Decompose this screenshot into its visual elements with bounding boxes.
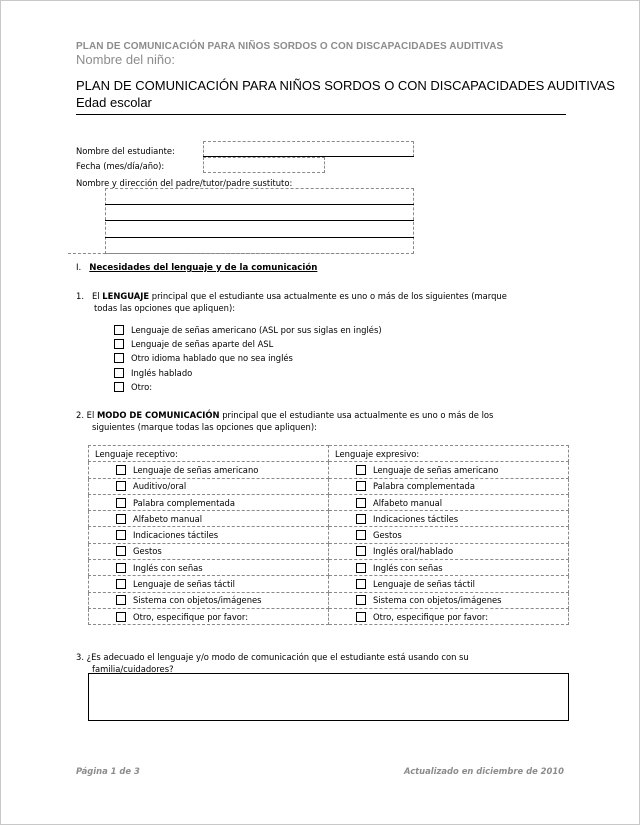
checkbox-icon[interactable] <box>116 530 126 540</box>
receptive-option-label: Inglés con señas <box>133 562 203 573</box>
checkbox-icon[interactable] <box>356 498 366 508</box>
question-2-number: 2. <box>76 410 84 420</box>
receptive-option-label: Sistema con objetos/imágenes <box>133 595 262 606</box>
checkbox-icon[interactable] <box>116 546 126 556</box>
table-row <box>89 543 569 559</box>
q1-option-other-sign[interactable] <box>114 339 273 349</box>
receptive-option-cell[interactable] <box>89 511 329 527</box>
checkbox-icon[interactable] <box>356 595 366 605</box>
section-separator <box>68 253 414 254</box>
receptive-option-cell[interactable] <box>89 560 329 576</box>
checkbox-icon[interactable] <box>356 579 366 589</box>
checkbox-icon[interactable] <box>114 382 124 392</box>
expressive-option-label: Otro, especifique por favor: <box>373 611 489 622</box>
receptive-option[interactable] <box>89 514 328 524</box>
expressive-option-cell[interactable] <box>329 543 569 559</box>
question-2-pre: El <box>86 410 97 420</box>
receptive-option-cell[interactable] <box>89 576 329 592</box>
receptive-option[interactable] <box>89 612 328 622</box>
document-subtitle: Edad escolar <box>76 95 152 110</box>
checkbox-icon[interactable] <box>356 563 366 573</box>
checkbox-icon[interactable] <box>356 546 366 556</box>
expressive-option[interactable] <box>329 612 568 622</box>
receptive-option-label: Alfabeto manual <box>133 513 203 524</box>
section-1-title: Necesidades del lenguaje y de la comunicación <box>89 263 318 273</box>
student-name-field[interactable] <box>203 141 414 157</box>
receptive-option-label: Lenguaje de señas americano <box>133 464 259 475</box>
expressive-option[interactable] <box>329 514 568 524</box>
table-row <box>89 560 569 576</box>
receptive-option[interactable] <box>89 530 328 540</box>
checkbox-icon[interactable] <box>114 339 124 349</box>
checkbox-icon[interactable] <box>114 368 124 378</box>
expressive-option[interactable] <box>329 465 568 475</box>
expressive-option[interactable] <box>329 595 568 605</box>
checkbox-icon[interactable] <box>116 595 126 605</box>
communication-mode-table <box>88 445 569 625</box>
table-row <box>89 592 569 608</box>
receptive-option-cell[interactable] <box>89 478 329 494</box>
checkbox-icon[interactable] <box>356 481 366 491</box>
question-1-pre: El <box>92 291 103 301</box>
date-label: Fecha (mes/día/año): <box>76 161 165 171</box>
table-row <box>89 462 569 478</box>
question-1 <box>76 290 576 314</box>
expressive-option-label: Inglés con señas <box>373 562 443 573</box>
receptive-option-label: Lenguaje de señas táctil <box>133 579 235 590</box>
question-3-number: 3. <box>76 652 84 662</box>
question-3-answer-field[interactable] <box>88 673 569 721</box>
table-header-row <box>89 446 569 462</box>
receptive-option-cell[interactable] <box>89 608 329 624</box>
checkbox-icon[interactable] <box>116 498 126 508</box>
question-1-text-line-2: todas las opciones que apliquen): <box>94 303 236 313</box>
expressive-option-cell[interactable] <box>329 494 569 510</box>
expressive-option[interactable] <box>329 579 568 589</box>
checkbox-icon[interactable] <box>116 465 126 475</box>
expressive-option-label: Gestos <box>373 530 402 541</box>
question-1-text: principal que el estudiante usa actualmente es uno o más de los siguientes (marque <box>149 291 507 301</box>
student-name-label: Nombre del estudiante: <box>76 146 175 156</box>
receptive-option[interactable] <box>89 579 328 589</box>
parent-label: Nombre y dirección del padre/tutor/padre sustituto: <box>76 178 293 188</box>
section-1-heading <box>76 263 317 273</box>
receptive-option-label: Palabra complementada <box>133 497 235 508</box>
q1-option-label: Otro idioma hablado que no sea inglés <box>131 353 293 363</box>
receptive-option[interactable] <box>89 546 328 556</box>
checkbox-icon[interactable] <box>356 514 366 524</box>
question-2 <box>76 409 576 433</box>
checkbox-icon[interactable] <box>116 612 126 622</box>
question-2-text-line-2: siguientes (marque todas las opciones que apliquen): <box>92 422 317 432</box>
table-row <box>89 576 569 592</box>
expressive-option-cell[interactable] <box>329 608 569 624</box>
question-1-number: 1. <box>76 291 84 301</box>
table-row <box>89 511 569 527</box>
expressive-option-label: Indicaciones táctiles <box>373 513 459 524</box>
expressive-option-cell[interactable] <box>329 576 569 592</box>
receptive-option-label: Auditivo/oral <box>133 481 187 492</box>
parent-address-line-1 <box>105 204 414 205</box>
date-field[interactable] <box>203 157 325 173</box>
running-header-child-name: Nombre del niño: <box>76 52 175 67</box>
running-header-title: PLAN DE COMUNICACIÓN PARA NIÑOS SORDOS O CON DISCAPACIDADES AUDITIVAS <box>76 41 504 52</box>
receptive-option[interactable] <box>89 595 328 605</box>
q1-option-label: Lenguaje de señas americano (ASL por sus siglas en inglés) <box>131 325 382 335</box>
table-row <box>89 527 569 543</box>
question-2-keyword: MODO DE COMUNICACIÓN <box>96 410 220 420</box>
expressive-option-label: Sistema con objetos/imágenes <box>373 595 502 606</box>
checkbox-icon[interactable] <box>116 514 126 524</box>
checkbox-icon[interactable] <box>116 579 126 589</box>
q1-option-label: Lenguaje de señas aparte del ASL <box>131 339 274 349</box>
receptive-option[interactable] <box>89 563 328 573</box>
table-row <box>89 494 569 510</box>
checkbox-icon[interactable] <box>356 612 366 622</box>
question-3-text-line-2: familia/cuidadores? <box>92 664 174 674</box>
checkbox-icon[interactable] <box>114 353 124 363</box>
expressive-option-label: Alfabeto manual <box>373 497 443 508</box>
question-3 <box>76 651 576 675</box>
q1-option-other[interactable] <box>114 382 152 392</box>
expressive-option-label: Lenguaje de señas americano <box>373 464 499 475</box>
receptive-option[interactable] <box>89 498 328 508</box>
receptive-option-cell[interactable] <box>89 592 329 608</box>
expressive-option-cell[interactable] <box>329 592 569 608</box>
checkbox-icon[interactable] <box>116 563 126 573</box>
table-row <box>89 608 569 624</box>
checkbox-icon[interactable] <box>356 530 366 540</box>
receptive-option-label: Gestos <box>133 546 162 557</box>
table-row <box>89 478 569 494</box>
q1-option-label: Otro: <box>131 382 153 392</box>
q1-option-asl[interactable] <box>114 325 382 335</box>
page-number: Página 1 de 3 <box>76 766 140 776</box>
expressive-option[interactable] <box>329 563 568 573</box>
expressive-option-cell[interactable] <box>329 478 569 494</box>
expressive-option[interactable] <box>329 481 568 491</box>
checkbox-icon[interactable] <box>114 325 124 335</box>
receptive-option-label: Indicaciones táctiles <box>133 530 219 541</box>
expressive-option[interactable] <box>329 530 568 540</box>
expressive-option-label: Palabra complementada <box>373 481 475 492</box>
receptive-option-cell[interactable] <box>89 494 329 510</box>
parent-address-line-2 <box>105 220 414 221</box>
receptive-option[interactable] <box>89 481 328 491</box>
parent-address-field[interactable] <box>105 188 414 254</box>
receptive-option[interactable] <box>89 465 328 475</box>
parent-address-line-3 <box>105 237 414 238</box>
q1-option-label: Inglés hablado <box>131 368 193 378</box>
question-3-text: ¿Es adecuado el lenguaje y/o modo de comunicación que el estudiante está usando con su <box>86 652 469 662</box>
title-divider <box>76 114 566 115</box>
receptive-option-label: Otro, especifique por favor: <box>133 611 249 622</box>
checkbox-icon[interactable] <box>116 481 126 491</box>
receptive-option-cell[interactable] <box>89 527 329 543</box>
checkbox-icon[interactable] <box>356 465 366 475</box>
receptive-option-cell[interactable] <box>89 543 329 559</box>
expressive-option-cell[interactable] <box>329 511 569 527</box>
expressive-option-label: Lenguaje de señas táctil <box>373 579 475 590</box>
q1-option-spoken-english[interactable] <box>114 368 192 378</box>
receptive-header: Lenguaje receptivo: <box>89 446 329 462</box>
expressive-option-cell[interactable] <box>329 527 569 543</box>
document-title: PLAN DE COMUNICACIÓN PARA NIÑOS SORDOS O CON DISCAPACIDADES AUDITIVAS <box>76 78 615 93</box>
expressive-option[interactable] <box>329 498 568 508</box>
q1-option-other-spoken[interactable] <box>114 353 293 363</box>
question-2-text: principal que el estudiante usa actualmente es uno o más de los <box>219 410 494 420</box>
expressive-option-cell[interactable] <box>329 560 569 576</box>
expressive-option[interactable] <box>329 546 568 556</box>
updated-date: Actualizado en diciembre de 2010 <box>403 766 564 776</box>
expressive-option-label: Inglés oral/hablado <box>373 546 454 557</box>
question-1-keyword: LENGUAJE <box>102 291 150 301</box>
expressive-option-cell[interactable] <box>329 462 569 478</box>
receptive-option-cell[interactable] <box>89 462 329 478</box>
section-1-number: I. <box>76 263 82 273</box>
expressive-header: Lenguaje expresivo: <box>329 446 569 462</box>
